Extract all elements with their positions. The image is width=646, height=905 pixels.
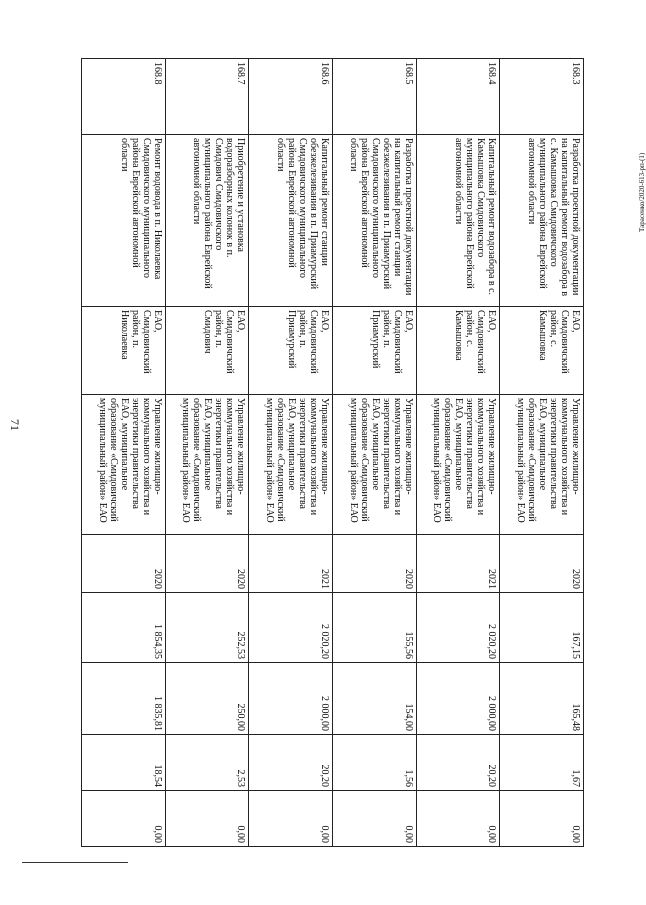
location: ЕАО, Смидовичский район, п. Приамурский: [249, 307, 333, 395]
measure-name: Разработка проектной документации на капитальный ремонт станции обезжелезивания в п. Приамурский Смидовичского муниципального района Еврейской автономной области: [333, 135, 417, 307]
total-amount: 155,56: [333, 593, 417, 663]
row-number: 168.4: [416, 59, 500, 135]
measure-name: Ремонт водовода в п. Николаевка Смидовичского муниципального района Еврейской автономной области: [82, 135, 166, 307]
local-amount: 0,00: [82, 791, 166, 847]
regional-amount: 20,20: [249, 735, 333, 791]
table-row: [82, 59, 166, 847]
federal-amount: 250,00: [165, 663, 249, 735]
executor: Управление жилищно-коммунального хозяйства и энергетики правительства ЕАО, муниципальное образование «Смидовичский муниципальный район» ЕАО: [165, 395, 249, 535]
page-number: 71: [8, 419, 22, 431]
location: ЕАО, Смидовичский район, п. Николаевка: [82, 307, 166, 395]
total-amount: 2 020,20: [249, 593, 333, 663]
location: ЕАО, Смидовичский район, с. Камышовка: [500, 307, 584, 395]
local-amount: 0,00: [416, 791, 500, 847]
local-amount: 0,00: [333, 791, 417, 847]
federal-amount: 2 000,00: [249, 663, 333, 735]
footer-rule: [22, 862, 128, 863]
row-number: 168.6: [249, 59, 333, 135]
document-code: Тарасенко/2020-613-рп-(1): [638, 152, 646, 232]
total-amount: 2 020,20: [416, 593, 500, 663]
executor: Управление жилищно-коммунального хозяйства и энергетики правительства ЕАО, муниципальное образование «Смидовичский муниципальный район» ЕАО: [416, 395, 500, 535]
regional-amount: 18,54: [82, 735, 166, 791]
executor: Управление жилищно-коммунального хозяйства и энергетики правительства ЕАО, муниципальное образование «Смидовичский муниципальный район» ЕАО: [82, 395, 166, 535]
regional-amount: 2,53: [165, 735, 249, 791]
measure-name: Приобретение и установка водоразборных колонок в п. Смидович Смидовичского муниципального района Еврейской автономной области: [165, 135, 249, 307]
regional-amount: 20,20: [416, 735, 500, 791]
measure-name: Капитальный ремонт водозабора в с. Камышовка Смидовичского муниципального района Еврейской автономной области: [416, 135, 500, 307]
year: 2020: [333, 535, 417, 593]
table-row: [416, 59, 500, 847]
federal-amount: 1 835,81: [82, 663, 166, 735]
year: 2020: [500, 535, 584, 593]
federal-amount: 2 000,00: [416, 663, 500, 735]
local-amount: 0,00: [500, 791, 584, 847]
federal-amount: 165,48: [500, 663, 584, 735]
executor: Управление жилищно-коммунального хозяйства и энергетики правительства ЕАО, муниципальное образование «Смидовичский муниципальный район» ЕАО: [249, 395, 333, 535]
measure-name: Разработка проектной документации на капитальный ремонт водозабора в с. Камышовка Смидовичского муниципального района Еврейской автономной области: [500, 135, 584, 307]
year: 2021: [249, 535, 333, 593]
location: ЕАО, Смидовичский район, п. Приамурский: [333, 307, 417, 395]
location: ЕАО, Смидовичский район, п. Смидович: [165, 307, 249, 395]
executor: Управление жилищно-коммунального хозяйства и энергетики правительства ЕАО, муниципальное образование «Смидовичский муниципальный район» ЕАО: [333, 395, 417, 535]
local-amount: 0,00: [249, 791, 333, 847]
total-amount: 1 854,35: [82, 593, 166, 663]
measure-name: Капитальный ремонт станции обезжелезивания в п. Приамурский Смидовичского муниципального района Еврейской автономной области: [249, 135, 333, 307]
executor: Управление жилищно-коммунального хозяйства и энергетики правительства ЕАО, муниципальное образование «Смидовичский муниципальный район» ЕАО: [500, 395, 584, 535]
table-row: [500, 59, 584, 847]
row-number: 168.7: [165, 59, 249, 135]
regional-amount: 1,56: [333, 735, 417, 791]
federal-amount: 154,00: [333, 663, 417, 735]
year: 2020: [82, 535, 166, 593]
total-amount: 167,15: [500, 593, 584, 663]
local-amount: 0,00: [165, 791, 249, 847]
program-table: [81, 58, 584, 847]
row-number: 168.8: [82, 59, 166, 135]
total-amount: 252,53: [165, 593, 249, 663]
table-row: [165, 59, 249, 847]
table-row: [249, 59, 333, 847]
table-row: [333, 59, 417, 847]
regional-amount: 1,67: [500, 735, 584, 791]
row-number: 168.5: [333, 59, 417, 135]
location: ЕАО, Смидовичский район, с. Камышовка: [416, 307, 500, 395]
year: 2020: [165, 535, 249, 593]
row-number: 168.3: [500, 59, 584, 135]
year: 2021: [416, 535, 500, 593]
